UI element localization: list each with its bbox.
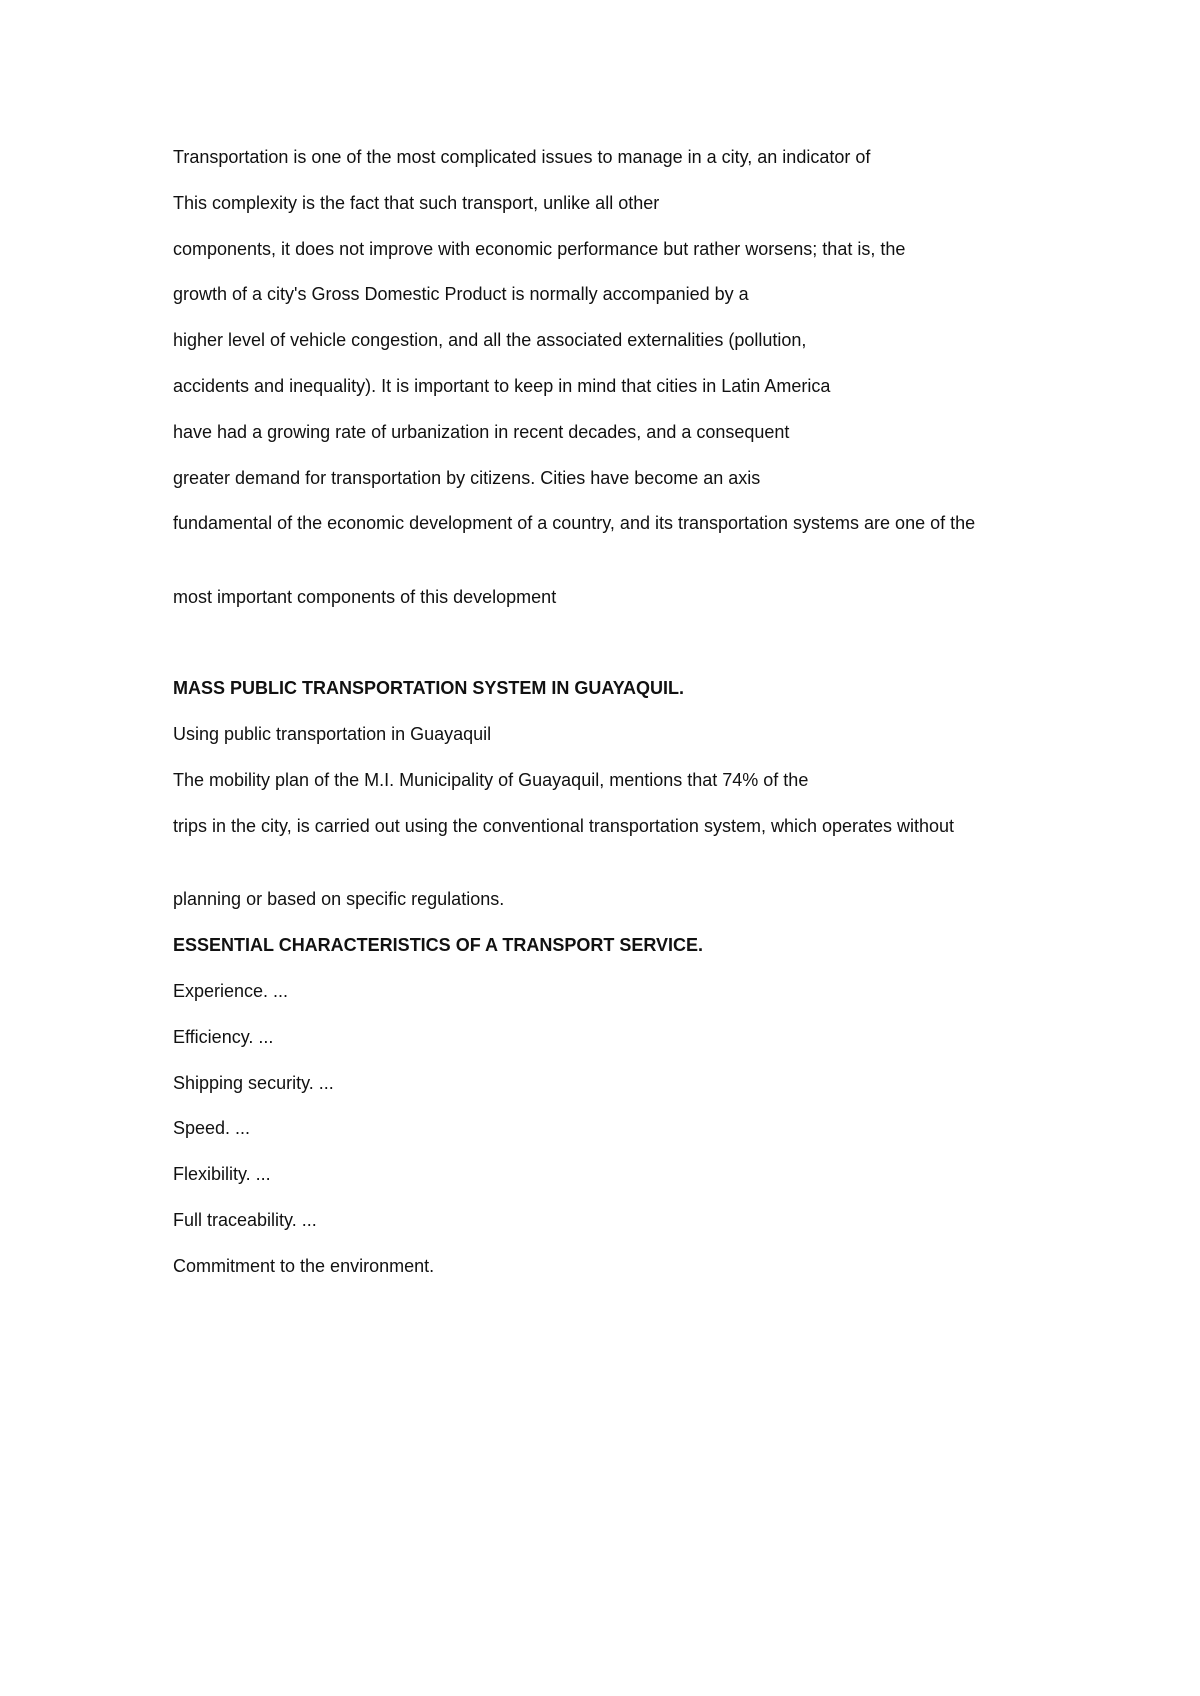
section1-line-3: trips in the city, is carried out using the conventional transportation system, which operates without (173, 816, 955, 836)
section1-line-1: Using public transportation in Guayaquil (173, 724, 492, 744)
intro-line-10: most important components of this development (173, 587, 557, 607)
intro-line-1: Transportation is one of the most complicated issues to manage in a city, an indicator of (173, 147, 871, 167)
section1-line-4: planning or based on specific regulations. (173, 889, 505, 909)
characteristic-item: Shipping security. ... (173, 1073, 334, 1093)
intro-line-5: higher level of vehicle congestion, and all the associated externalities (pollution, (173, 330, 807, 350)
characteristic-item: Efficiency. ... (173, 1027, 274, 1047)
intro-line-7: have had a growing rate of urbanization in recent decades, and a consequent (173, 422, 790, 442)
characteristic-item: Full traceability. ... (173, 1210, 317, 1230)
intro-line-3: components, it does not improve with economic performance but rather worsens; that is, the (173, 239, 906, 259)
characteristic-item: Flexibility. ... (173, 1164, 271, 1184)
intro-line-9: fundamental of the economic development of a country, and its transportation systems are one of the (173, 513, 976, 533)
section-heading-guayaquil: MASS PUBLIC TRANSPORTATION SYSTEM IN GUAYAQUIL. (173, 678, 685, 698)
intro-line-2: This complexity is the fact that such transport, unlike all other (173, 193, 660, 213)
characteristic-item: Commitment to the environment. (173, 1256, 435, 1276)
intro-line-8: greater demand for transportation by citizens. Cities have become an axis (173, 468, 761, 488)
section-heading-characteristics: ESSENTIAL CHARACTERISTICS OF A TRANSPORT SERVICE. (173, 935, 704, 955)
characteristic-item: Experience. ... (173, 981, 289, 1001)
intro-line-6: accidents and inequality). It is important to keep in mind that cities in Latin America (173, 376, 831, 396)
intro-line-4: growth of a city's Gross Domestic Product is normally accompanied by a (173, 284, 749, 304)
section1-line-2: The mobility plan of the M.I. Municipality of Guayaquil, mentions that 74% of the (173, 770, 809, 790)
characteristic-item: Speed. ... (173, 1118, 251, 1138)
